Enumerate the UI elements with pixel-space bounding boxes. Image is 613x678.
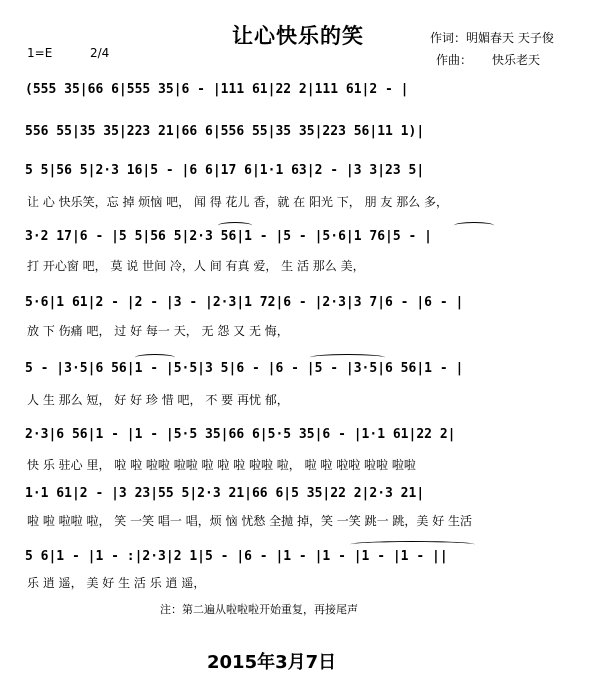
score-line-3-notes: 5 5|56 5|2·3 16|5 - |6 6|17 6|1·1 63|2 - |3 3|23 5| [25,163,425,178]
score-line-7-lyrics: 快 乐 驻心 里， 啦 啦 啦啦 啦啦 啦 啦 啦 啦啦 啦， 啦 啦 啦啦 啦啦 啦啦 [27,458,416,472]
score-line-8-notes: 1·1 61|2 - |3 23|55 5|2·3 21|66 6|5 35|22 2|2·3 21| [25,486,425,501]
composer-credit: 快乐老天 [492,53,541,67]
song-title: 让心快乐的笑 [232,24,364,48]
lyricist-credit: 作词：明媚春天 天子俊 [430,31,554,45]
composer-label: 作曲： [436,53,473,67]
score-line-4-notes: 3·2 17|6 - |5 5|56 5|2·3 56|1 - |5 - |5·6|1 76|5 - | [25,229,432,244]
score-line-6-notes: 5 - |3·5|6 56|1 - |5·5|3 5|6 - |6 - |5 - |3·5|6 56|1 - | [25,361,464,376]
slur-mark [454,222,494,229]
score-line-9-notes: 5 6|1 - |1 - :|2·3|2 1|5 - |6 - |1 - |1 - |1 - |1 - || [25,549,448,564]
score-line-5-lyrics: 放 下 伤痛 吧， 过 好 每一 天， 无 怨 又 无 悔， [27,324,289,338]
slur-mark [135,354,175,361]
key-signature: 1=E [27,46,53,60]
performance-note: 注：第二遍从啦啦啦开始重复，再接尾声 [160,603,358,616]
score-line-8-lyrics: 啦 啦 啦啦 啦， 笑 一笑 唱一 唱，烦 恼 忧愁 全抛 掉，笑 一笑 跳一 跳，美 好 生活 [27,514,473,528]
slur-mark [218,222,252,229]
score-line-4-lyrics: 打 开心窗 吧， 莫 说 世间 冷，人 间 有真 爱， 生 活 那么 美， [27,259,365,273]
score-line-9-lyrics: 乐 逍 遥， 美 好 生 活 乐 逍 遥， [27,576,206,590]
score-line-6-lyrics: 人 生 那么 短， 好 好 珍 惜 吧， 不 要 再忧 郁， [27,393,289,407]
score-line-7-notes: 2·3|6 56|1 - |1 - |5·5 35|66 6|5·5 35|6 - |1·1 61|22 2| [25,427,456,442]
score-line-2-notes: 556 55|35 35|223 21|66 6|556 55|35 35|223 56|11 1)| [25,124,425,139]
date-stamp: 2015年3月7日 [207,652,337,673]
tie-mark [350,541,475,548]
tie-mark [310,354,385,361]
score-line-5-notes: 5·6|1 61|2 - |2 - |3 - |2·3|1 72|6 - |2·3|3 7|6 - |6 - | [25,295,464,310]
score-line-3-lyrics: 让 心 快乐笑，忘 掉 烦恼 吧， 闻 得 花儿 香，就 在 阳光 下， 朋 友 那么 多， [27,195,449,209]
score-line-1-notes: (555 35|66 6|555 35|6 - |111 61|22 2|111 61|2 - | [25,82,409,97]
time-signature: 2/4 [90,46,110,60]
